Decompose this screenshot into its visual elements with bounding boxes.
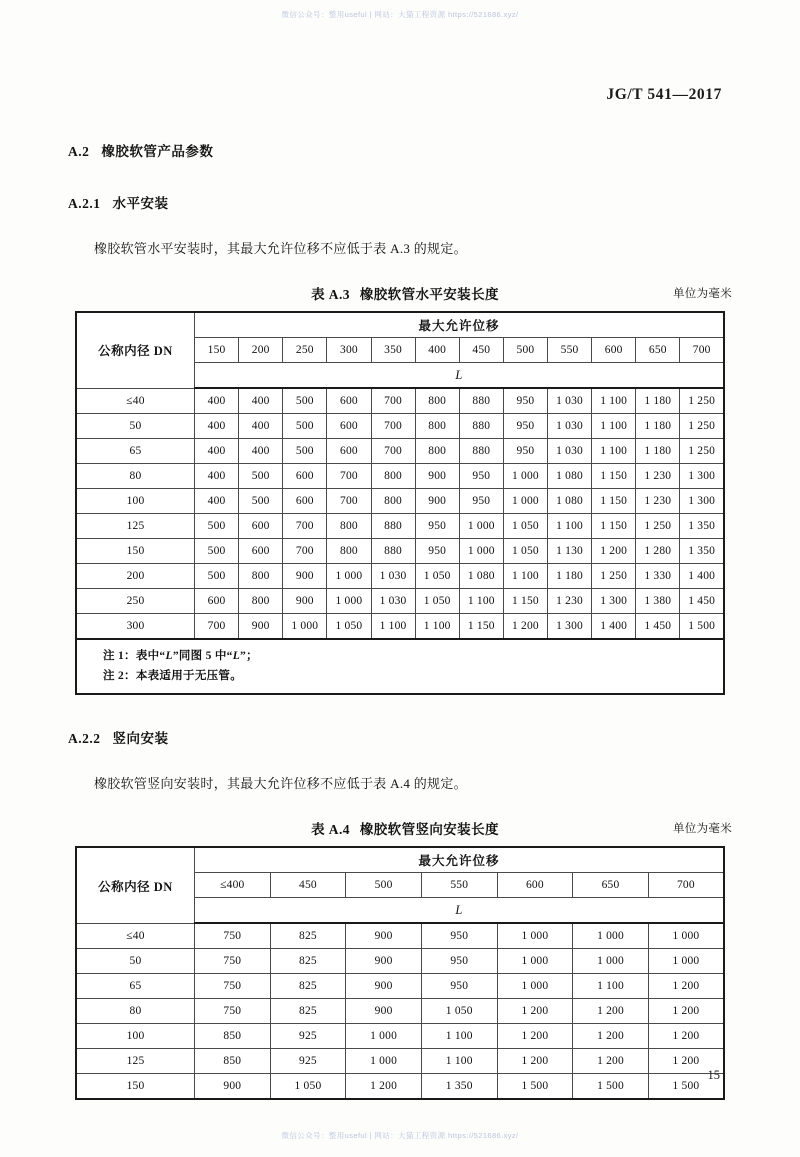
table-row: [76, 589, 724, 614]
cell-value: 1 100: [592, 414, 636, 439]
cell-dn: 125: [76, 1049, 195, 1074]
watermark-top: 微信公众号：整用useful | 网站：大猫工程资源 https://521686.xyz/: [281, 10, 519, 19]
row-header-label: 公称内径 DN: [76, 847, 195, 923]
cell-value: 1 230: [548, 589, 592, 614]
cell-value: 1 200: [497, 999, 573, 1024]
cell-value: 1 000: [459, 514, 503, 539]
table-a4: [75, 846, 725, 1100]
cell-value: 800: [239, 564, 283, 589]
cell-value: 600: [327, 439, 371, 464]
cell-value: 825: [270, 999, 346, 1024]
cell-value: 900: [346, 949, 422, 974]
table-row: [76, 464, 724, 489]
cell-value: 700: [371, 388, 415, 414]
cell-value: 1 200: [573, 1049, 649, 1074]
table-row: [76, 564, 724, 589]
column-header: 650: [573, 873, 649, 898]
cell-value: 1 200: [497, 1049, 573, 1074]
cell-value: 1 100: [573, 974, 649, 999]
cell-value: 1 050: [415, 564, 459, 589]
cell-value: 700: [327, 489, 371, 514]
cell-value: 1 180: [636, 439, 680, 464]
cell-value: 850: [195, 1024, 271, 1049]
cell-dn: 65: [76, 439, 195, 464]
cell-value: 1 000: [573, 923, 649, 949]
table-a3-unit-note: 单位为毫米: [673, 288, 732, 300]
cell-value: 1 000: [503, 464, 547, 489]
column-header: 450: [270, 873, 346, 898]
cell-value: 1 030: [371, 564, 415, 589]
cell-value: 1 130: [548, 539, 592, 564]
column-header: 700: [648, 873, 724, 898]
cell-value: 1 150: [592, 514, 636, 539]
cell-value: 800: [415, 388, 459, 414]
cell-value: 1 450: [636, 614, 680, 640]
cell-value: 800: [415, 439, 459, 464]
cell-value: 1 280: [636, 539, 680, 564]
table-a3: [75, 311, 725, 695]
cell-value: 1 300: [680, 464, 724, 489]
cell-value: 700: [371, 439, 415, 464]
watermark-bottom: 微信公众号：整用useful | 网站：大猫工程资源 https://521686.xyz/: [281, 1131, 519, 1140]
cell-value: 700: [371, 414, 415, 439]
cell-dn: 80: [76, 999, 195, 1024]
cell-value: 1 150: [503, 589, 547, 614]
table-header-group-row: [76, 312, 724, 338]
cell-value: 1 200: [648, 1024, 724, 1049]
cell-value: 1 250: [592, 564, 636, 589]
group-header-label: 最大允许位移: [195, 847, 725, 873]
cell-value: 1 050: [503, 539, 547, 564]
cell-dn: 80: [76, 464, 195, 489]
cell-value: 1 100: [592, 439, 636, 464]
cell-value: 800: [327, 539, 371, 564]
cell-dn: ≤40: [76, 388, 195, 414]
cell-value: 1 150: [592, 489, 636, 514]
table-row: [76, 974, 724, 999]
group-header-label: 最大允许位移: [195, 312, 725, 338]
cell-dn: 250: [76, 589, 195, 614]
cell-value: 900: [239, 614, 283, 640]
cell-value: 1 000: [648, 923, 724, 949]
cell-value: 400: [239, 439, 283, 464]
column-header: 250: [283, 338, 327, 363]
cell-value: 600: [283, 489, 327, 514]
cell-dn: ≤40: [76, 923, 195, 949]
column-header: 200: [239, 338, 283, 363]
cell-value: 700: [327, 464, 371, 489]
cell-value: 1 080: [548, 464, 592, 489]
cell-value: 600: [239, 539, 283, 564]
cell-dn: 100: [76, 1024, 195, 1049]
cell-value: 1 100: [503, 564, 547, 589]
cell-value: 1 100: [421, 1049, 497, 1074]
cell-value: 1 150: [459, 614, 503, 640]
cell-value: 1 000: [327, 564, 371, 589]
cell-value: 1 100: [592, 388, 636, 414]
cell-value: 825: [270, 923, 346, 949]
table-row: [76, 489, 724, 514]
cell-value: 1 030: [371, 589, 415, 614]
table-a3-body: [76, 312, 724, 694]
standard-code-header: JG/T 541—2017: [606, 86, 722, 103]
cell-value: 825: [270, 974, 346, 999]
cell-value: 800: [371, 489, 415, 514]
cell-value: 900: [415, 489, 459, 514]
cell-value: 950: [503, 414, 547, 439]
cell-value: 880: [371, 514, 415, 539]
table-row: [76, 414, 724, 439]
cell-value: 900: [283, 564, 327, 589]
table-row: [76, 439, 724, 464]
cell-value: 1 200: [573, 1024, 649, 1049]
cell-value: 800: [371, 464, 415, 489]
cell-value: 1 000: [497, 949, 573, 974]
cell-value: 1 400: [680, 564, 724, 589]
cell-value: 1 050: [421, 999, 497, 1024]
cell-value: 880: [371, 539, 415, 564]
section-title-a22: 竖向安装: [112, 731, 169, 747]
cell-value: 1 080: [548, 489, 592, 514]
cell-value: 900: [415, 464, 459, 489]
cell-value: 1 200: [648, 999, 724, 1024]
cell-value: 1 000: [503, 489, 547, 514]
cell-value: 400: [195, 388, 239, 414]
cell-value: 500: [283, 439, 327, 464]
column-header: 300: [327, 338, 371, 363]
cell-value: 1 200: [503, 614, 547, 640]
cell-value: 1 250: [680, 414, 724, 439]
cell-value: 600: [239, 514, 283, 539]
table-a4-title: 橡胶软管竖向安装长度: [359, 822, 499, 838]
cell-dn: 200: [76, 564, 195, 589]
table-row: [76, 1024, 724, 1049]
cell-value: 1 050: [270, 1074, 346, 1100]
table-row: [76, 923, 724, 949]
cell-value: 750: [195, 974, 271, 999]
cell-value: 1 050: [415, 589, 459, 614]
column-header: 600: [592, 338, 636, 363]
cell-value: 400: [195, 489, 239, 514]
cell-value: 1 000: [346, 1049, 422, 1074]
cell-value: 1 180: [548, 564, 592, 589]
cell-value: 500: [283, 414, 327, 439]
column-header: ≤400: [195, 873, 271, 898]
cell-value: 1 100: [415, 614, 459, 640]
cell-value: 600: [327, 414, 371, 439]
column-header: 400: [415, 338, 459, 363]
cell-value: 950: [415, 539, 459, 564]
table-a3-caption: [68, 283, 732, 303]
paragraph-a21: 橡胶软管水平安装时，其最大允许位移不应低于表 A.3 的规定。: [94, 241, 467, 256]
cell-value: 1 230: [636, 489, 680, 514]
cell-value: 900: [346, 974, 422, 999]
cell-value: 1 380: [636, 589, 680, 614]
table-row: [76, 949, 724, 974]
cell-dn: 300: [76, 614, 195, 640]
cell-value: 880: [459, 414, 503, 439]
table-row: [76, 1074, 724, 1100]
table-row: [76, 539, 724, 564]
column-header: 500: [503, 338, 547, 363]
cell-value: 1 000: [497, 923, 573, 949]
cell-value: 750: [195, 923, 271, 949]
cell-value: 1 030: [548, 388, 592, 414]
cell-dn: 150: [76, 539, 195, 564]
column-header: 650: [636, 338, 680, 363]
cell-value: 950: [503, 439, 547, 464]
cell-value: 900: [346, 999, 422, 1024]
cell-value: 880: [459, 439, 503, 464]
cell-value: 1 000: [283, 614, 327, 640]
column-header: 500: [346, 873, 422, 898]
cell-value: 950: [421, 949, 497, 974]
paragraph-a22: 橡胶软管竖向安装时，其最大允许位移不应低于表 A.4 的规定。: [94, 776, 467, 792]
table-a3-caption-row: [68, 283, 732, 305]
cell-value: 1 080: [459, 564, 503, 589]
cell-value: 900: [195, 1074, 271, 1100]
cell-value: 1 350: [421, 1074, 497, 1100]
table-a4-body: [76, 847, 724, 1099]
table-row: [76, 388, 724, 414]
cell-value: 950: [415, 514, 459, 539]
column-header: 550: [548, 338, 592, 363]
cell-value: 1 000: [497, 974, 573, 999]
section-heading-a21: [68, 192, 732, 212]
cell-value: 925: [270, 1024, 346, 1049]
cell-value: 1 500: [648, 1074, 724, 1100]
cell-value: 400: [195, 439, 239, 464]
cell-value: 950: [421, 923, 497, 949]
table-row: [76, 514, 724, 539]
cell-value: 400: [195, 414, 239, 439]
cell-value: 1 450: [680, 589, 724, 614]
cell-value: 700: [283, 539, 327, 564]
cell-value: 1 100: [548, 514, 592, 539]
cell-value: 500: [195, 539, 239, 564]
table-a4-unit-note: 单位为毫米: [673, 823, 732, 836]
section-number-a22: A.2.2: [68, 731, 101, 747]
table-a3-title: 橡胶软管水平安装长度: [359, 287, 499, 302]
l-symbol: L: [195, 898, 725, 924]
cell-value: 900: [283, 589, 327, 614]
table-note: 注 2：本表适用于无压管。: [103, 670, 243, 683]
section-title-a2: 橡胶软管产品参数: [101, 144, 214, 159]
cell-value: 400: [239, 388, 283, 414]
cell-value: 1 250: [636, 514, 680, 539]
cell-value: 1 200: [497, 1024, 573, 1049]
table-notes-row: [76, 639, 724, 694]
cell-value: 880: [459, 388, 503, 414]
table-row: [76, 614, 724, 640]
table-note: 注 1：表中“L”同图 5 中“L”；: [103, 650, 258, 662]
cell-value: 950: [459, 489, 503, 514]
cell-value: 500: [239, 489, 283, 514]
cell-value: 600: [283, 464, 327, 489]
cell-value: 600: [327, 388, 371, 414]
cell-dn: 50: [76, 949, 195, 974]
cell-value: 400: [239, 414, 283, 439]
cell-value: 1 150: [592, 464, 636, 489]
cell-value: 1 330: [636, 564, 680, 589]
cell-value: 500: [283, 388, 327, 414]
cell-value: 800: [415, 414, 459, 439]
section-number-a21: A.2.1: [68, 196, 101, 211]
cell-value: 1 100: [421, 1024, 497, 1049]
column-header: 700: [680, 338, 724, 363]
cell-value: 1 300: [592, 589, 636, 614]
cell-value: 700: [283, 514, 327, 539]
cell-value: 1 200: [648, 1049, 724, 1074]
cell-value: 1 200: [346, 1074, 422, 1100]
cell-value: 925: [270, 1049, 346, 1074]
column-header: 550: [421, 873, 497, 898]
column-header: 150: [195, 338, 239, 363]
cell-value: 1 250: [680, 388, 724, 414]
column-header: 600: [497, 873, 573, 898]
cell-value: 1 200: [573, 999, 649, 1024]
cell-value: 500: [195, 514, 239, 539]
table-a4-caption-row: [68, 818, 732, 840]
cell-value: 1 400: [592, 614, 636, 640]
section-title-a21: 水平安装: [112, 196, 169, 211]
column-header: 350: [371, 338, 415, 363]
cell-value: 1 300: [680, 489, 724, 514]
cell-value: 1 250: [680, 439, 724, 464]
table-row: [76, 1049, 724, 1074]
row-header-label: 公称内径 DN: [76, 312, 195, 388]
cell-value: 1 000: [459, 539, 503, 564]
cell-value: 1 000: [327, 589, 371, 614]
page-number: 15: [707, 1068, 720, 1082]
cell-value: 1 200: [648, 974, 724, 999]
cell-value: 800: [239, 589, 283, 614]
cell-value: 1 230: [636, 464, 680, 489]
cell-dn: 125: [76, 514, 195, 539]
cell-value: 950: [459, 464, 503, 489]
section-heading-a2: [68, 140, 732, 160]
cell-value: 1 100: [459, 589, 503, 614]
cell-dn: 150: [76, 1074, 195, 1100]
cell-value: 500: [195, 564, 239, 589]
cell-value: 1 050: [327, 614, 371, 640]
table-a4-number: 表 A.4: [311, 822, 350, 838]
cell-dn: 65: [76, 974, 195, 999]
cell-dn: 100: [76, 489, 195, 514]
cell-value: 800: [327, 514, 371, 539]
l-symbol: L: [195, 363, 725, 389]
table-notes: [76, 639, 724, 694]
cell-value: 1 500: [573, 1074, 649, 1100]
cell-value: 1 000: [648, 949, 724, 974]
cell-value: 900: [346, 923, 422, 949]
cell-value: 1 350: [680, 514, 724, 539]
cell-value: 700: [195, 614, 239, 640]
cell-value: 1 300: [548, 614, 592, 640]
cell-value: 600: [195, 589, 239, 614]
cell-value: 1 180: [636, 388, 680, 414]
cell-value: 1 500: [680, 614, 724, 640]
cell-value: 1 030: [548, 414, 592, 439]
section-heading-a22: [68, 727, 732, 747]
column-header: 450: [459, 338, 503, 363]
cell-value: 950: [421, 974, 497, 999]
cell-value: 750: [195, 949, 271, 974]
table-row: [76, 999, 724, 1024]
table-a3-number: 表 A.3: [311, 287, 350, 302]
cell-value: 825: [270, 949, 346, 974]
section-number-a2: A.2: [68, 144, 90, 159]
cell-value: 1 180: [636, 414, 680, 439]
document-content: [68, 140, 732, 1100]
cell-value: 1 500: [497, 1074, 573, 1100]
cell-value: 1 200: [592, 539, 636, 564]
cell-value: 1 000: [346, 1024, 422, 1049]
cell-value: 950: [503, 388, 547, 414]
table-a4-caption: [68, 818, 732, 838]
cell-value: 850: [195, 1049, 271, 1074]
cell-value: 500: [239, 464, 283, 489]
table-header-group-row: [76, 847, 724, 873]
cell-value: 1 350: [680, 539, 724, 564]
cell-value: 1 030: [548, 439, 592, 464]
cell-value: 1 000: [573, 949, 649, 974]
cell-value: 750: [195, 999, 271, 1024]
cell-value: 1 050: [503, 514, 547, 539]
cell-value: 1 100: [371, 614, 415, 640]
cell-value: 400: [195, 464, 239, 489]
cell-dn: 50: [76, 414, 195, 439]
